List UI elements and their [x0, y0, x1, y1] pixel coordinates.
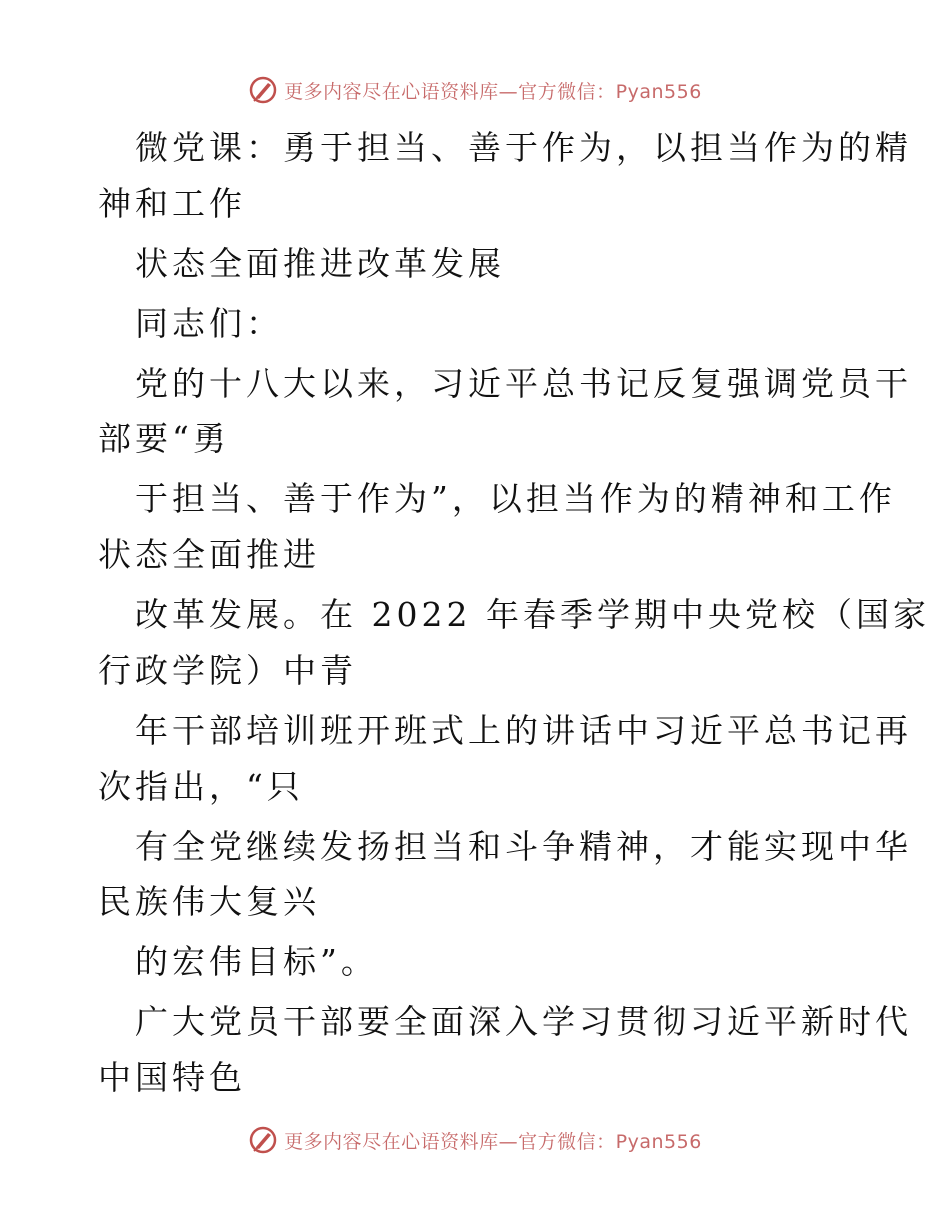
- text-line: 神和工作: [98, 184, 246, 223]
- text-line: 中国特色: [98, 1058, 246, 1097]
- text-line: 的宏伟目标”。: [135, 942, 378, 981]
- text-line: 部要“勇: [98, 419, 230, 458]
- header-banner: [0, 70, 950, 110]
- quill-pen-circle-icon: [248, 75, 278, 105]
- banner-text: 更多内容尽在心语资料库—官方微信：Pyan556: [284, 1130, 702, 1153]
- text-line: 行政学院）中青: [98, 651, 357, 690]
- banner-text: 更多内容尽在心语资料库—官方微信：Pyan556: [284, 80, 702, 103]
- text-line: 次指出，“只: [98, 767, 304, 806]
- text-line: 状态全面推进: [98, 535, 320, 574]
- text-line: 于担当、善于作为”，以担当作为的精神和工作: [135, 479, 896, 518]
- text-line: 微党课：勇于担当、善于作为，以担当作为的精: [135, 128, 912, 167]
- text-line: 有全党继续发扬担当和斗争精神，才能实现中华: [135, 827, 912, 866]
- footer-banner: [0, 1120, 950, 1160]
- text-line: 广大党员干部要全面深入学习贯彻习近平新时代: [135, 1002, 912, 1041]
- text-line: 民族伟大复兴: [98, 882, 320, 921]
- quill-pen-circle-icon: [248, 1125, 278, 1155]
- text-line: 状态全面推进改革发展: [135, 244, 505, 283]
- text-line: 改革发展。在 2022 年春季学期中央党校（国家: [135, 595, 930, 634]
- text-line: 党的十八大以来，习近平总书记反复强调党员干: [135, 364, 912, 403]
- text-line: 年干部培训班开班式上的讲话中习近平总书记再: [135, 711, 912, 750]
- text-line: 同志们：: [135, 304, 283, 343]
